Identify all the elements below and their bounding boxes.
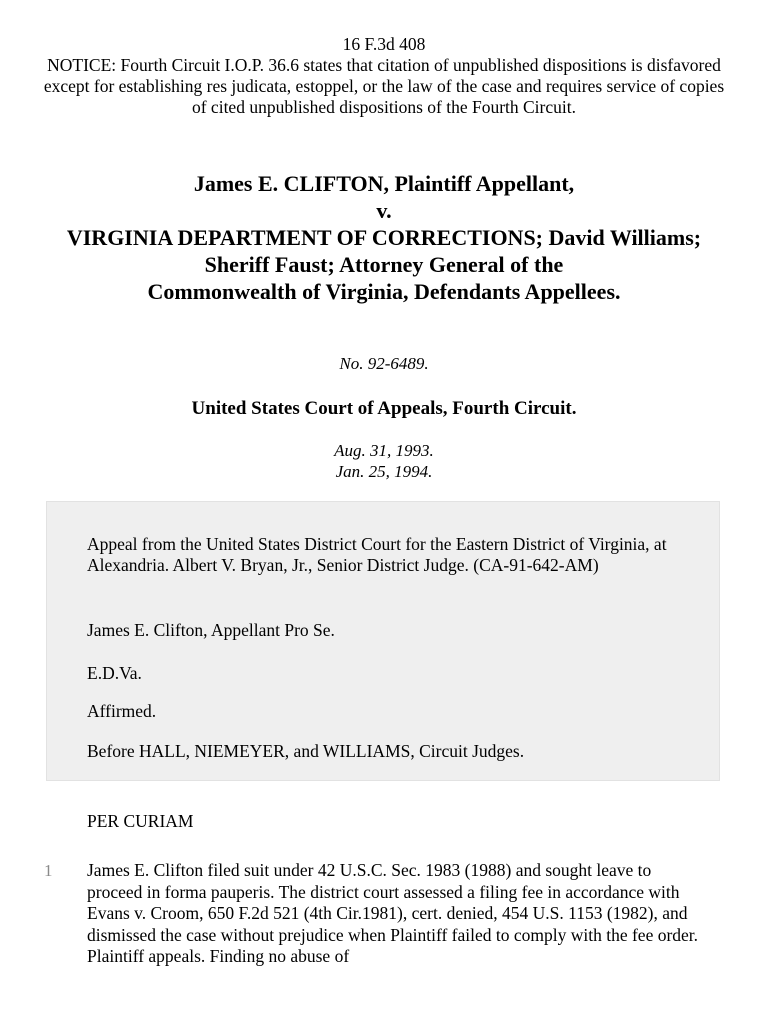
case-title <box>40 170 728 305</box>
notice: NOTICE: Fourth Circuit I.O.P. 36.6 states that citation of unpublished dispositions is disfavored except for establishing res judicata, estoppel, or the law of the case and requires service of copies of cited unpublished dispositions of the Fourth Circuit. <box>43 55 725 117</box>
title-line-2: v. <box>376 198 392 223</box>
case-info-box <box>46 501 720 781</box>
panel-info: Before HALL, NIEMEYER, and WILLIAMS, Circuit Judges. <box>87 741 525 761</box>
disposition: Affirmed. <box>87 701 157 721</box>
citation: 16 F.3d 408 <box>342 34 426 54</box>
appeal-info: Appeal from the United States District Court for the Eastern District of Virginia, at Alexandria. Albert V. Bryan, Jr., Senior District Judge. (CA-91-642-AM) <box>87 534 667 575</box>
header <box>40 34 728 118</box>
docket-number: No. 92-6489. <box>339 354 429 373</box>
date-argued: Aug. 31, 1993. <box>334 441 434 460</box>
paragraph-text: James E. Clifton filed suit under 42 U.S.C. Sec. 1983 (1988) and sought leave to proceed in forma pauperis. The district court assessed a filing fee in accordance with Evans v. Croom, 650 F.2d 521 (4th Cir.1981), cert. denied, 454 U.S. 1153 (1982), and dismissed the case without prejudice when Plaintiff failed to comply with the fee order. Plaintiff appeals. Finding no abuse of <box>87 860 699 967</box>
district-info: E.D.Va. <box>87 663 142 683</box>
court-name: United States Court of Appeals, Fourth Circuit. <box>191 398 577 419</box>
paragraph-number: 1 <box>44 861 53 880</box>
title-line-4: Sheriff Faust; Attorney General of the <box>204 252 564 277</box>
title-line-5: Commonwealth of Virginia, Defendants Appellees. <box>147 279 621 304</box>
title-line-1: James E. CLIFTON, Plaintiff Appellant, <box>193 171 575 196</box>
title-line-3: VIRGINIA DEPARTMENT OF CORRECTIONS; David Williams; <box>66 225 702 250</box>
case-dates <box>0 440 768 482</box>
opinion-heading: PER CURIAM <box>87 811 194 831</box>
appellant-info: James E. Clifton, Appellant Pro Se. <box>87 620 335 640</box>
date-decided: Jan. 25, 1994. <box>335 462 433 481</box>
